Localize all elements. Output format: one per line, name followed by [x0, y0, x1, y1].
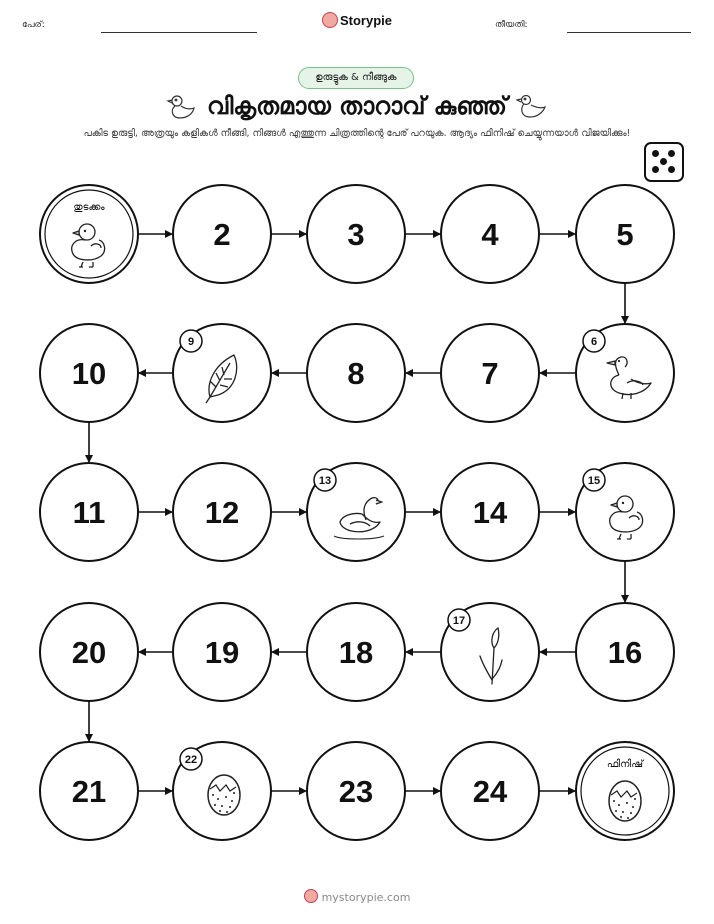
board-space-11[interactable] — [40, 463, 138, 561]
board-space-21[interactable] — [40, 742, 138, 840]
space-number: 7 — [481, 356, 499, 391]
space-number: 2 — [213, 217, 231, 252]
board-space-5[interactable] — [576, 185, 674, 283]
game-type-tag: ഉരുട്ടുക & നീങ്ങുക — [298, 67, 414, 89]
space-number: 5 — [616, 217, 634, 252]
board-space-8[interactable] — [307, 324, 405, 422]
space-number: 6 — [590, 336, 598, 348]
board-space-22[interactable] — [173, 742, 271, 840]
instructions: പകിട ഉരുട്ടി, അത്രയും കളികൾ നീങ്ങി, നിങ്ങൾ എത്തുന്ന ചിത്രത്തിന്റെ പേര് പറയുക. ആദ്യം ഫിനിഷ് ചെയ്യുന്നയാൾ വിജയിക്കും! — [83, 128, 631, 139]
space-number: 10 — [71, 356, 107, 391]
board-space-10[interactable] — [40, 324, 138, 422]
page-title: വികൃതമായ താറാവ് കുഞ്ഞ് — [207, 92, 507, 120]
board-space-20[interactable] — [40, 603, 138, 701]
space-number: 21 — [71, 774, 107, 809]
board-space-18[interactable] — [307, 603, 405, 701]
date-label: തീയതി: — [495, 20, 528, 30]
finish-label: ഫിനിഷ് — [606, 759, 644, 770]
space-number: 17 — [452, 615, 466, 627]
board-space-3[interactable] — [307, 185, 405, 283]
board-space-1[interactable] — [40, 185, 138, 283]
board-space-15[interactable] — [576, 463, 674, 561]
board-space-2[interactable] — [173, 185, 271, 283]
space-number: 18 — [338, 635, 374, 670]
space-number: 19 — [204, 635, 240, 670]
space-number: 12 — [204, 495, 240, 530]
space-number: 13 — [318, 475, 332, 487]
board-space-24[interactable] — [441, 742, 539, 840]
space-number: 8 — [347, 356, 365, 391]
board-space-19[interactable] — [173, 603, 271, 701]
space-number: 9 — [187, 336, 195, 348]
start-label: തുടക്കം — [73, 202, 105, 213]
board-space-9[interactable] — [173, 324, 271, 422]
space-number: 24 — [472, 774, 508, 809]
space-number: 14 — [472, 495, 508, 530]
board-space-6[interactable] — [576, 324, 674, 422]
board-space-17[interactable] — [441, 603, 539, 701]
board-space-4[interactable] — [441, 185, 539, 283]
board-space-7[interactable] — [441, 324, 539, 422]
space-number: 4 — [481, 217, 499, 252]
space-number: 15 — [587, 475, 601, 487]
space-number: 23 — [338, 774, 374, 809]
board-space-25[interactable] — [576, 742, 674, 840]
name-label: പേര്: — [22, 20, 45, 30]
space-number: 20 — [71, 635, 107, 670]
footer — [0, 889, 714, 904]
storypie-footer-logo-icon — [304, 889, 318, 903]
brand-name: Storypie — [339, 13, 392, 28]
space-number: 11 — [72, 495, 106, 530]
board-space-12[interactable] — [173, 463, 271, 561]
space-number: 3 — [347, 217, 365, 252]
footer-url: mystorypie.com — [321, 891, 411, 904]
board-space-23[interactable] — [307, 742, 405, 840]
space-number: 16 — [607, 635, 643, 670]
board-space-13[interactable] — [307, 463, 405, 561]
egg-icon — [208, 775, 240, 815]
space-number: 22 — [184, 754, 198, 766]
board-space-14[interactable] — [441, 463, 539, 561]
board-space-16[interactable] — [576, 603, 674, 701]
egg-icon — [609, 781, 641, 821]
